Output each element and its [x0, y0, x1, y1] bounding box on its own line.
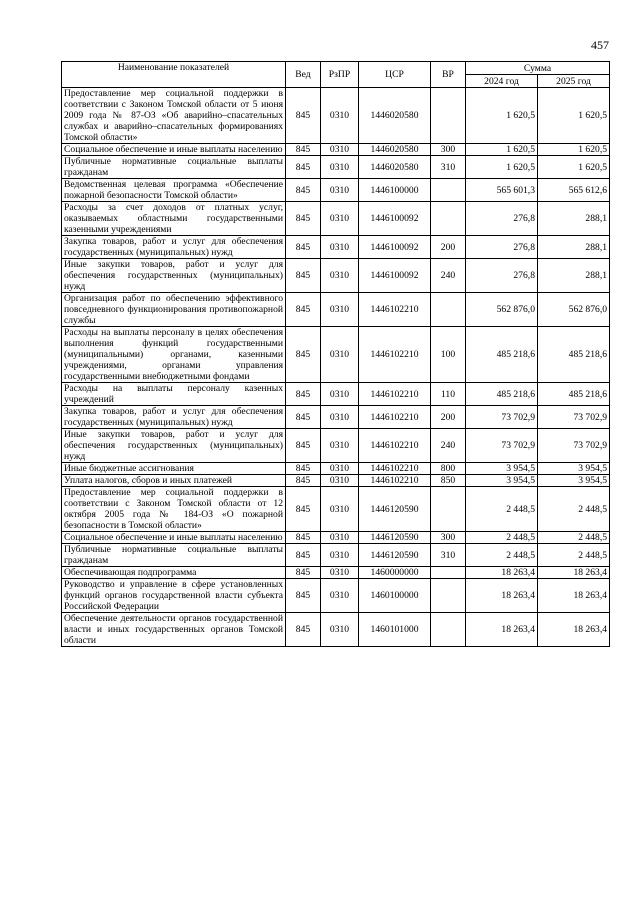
- cell-csr: 1446100092: [359, 236, 431, 259]
- cell-name: Уплата налогов, сборов и иных платежей: [62, 475, 286, 487]
- cell-name: Обеспечивающая подпрограмма: [62, 567, 286, 579]
- table-row: [62, 156, 610, 179]
- cell-vr: [431, 579, 466, 613]
- cell-y2025: 485 218,6: [538, 327, 610, 383]
- cell-rzpr: 0310: [321, 327, 359, 383]
- cell-y2024: 3 954,5: [466, 463, 538, 475]
- header-2025: 2025 год: [538, 75, 610, 88]
- cell-y2025: 18 263,4: [538, 579, 610, 613]
- cell-y2024: 1 620,5: [466, 156, 538, 179]
- cell-name: Иные закупки товаров, работ и услуг для обеспечения государственных (муниципальных) нужд: [62, 259, 286, 293]
- cell-y2024: 2 448,5: [466, 532, 538, 544]
- cell-name: Расходы на выплаты персоналу казенных учреждений: [62, 383, 286, 406]
- cell-csr: 1446100092: [359, 202, 431, 236]
- cell-ved: 845: [286, 202, 321, 236]
- table-body: [62, 88, 610, 647]
- cell-name: Расходы на выплаты персоналу в целях обеспечения выполнения функций государственными (муниципальными) органами, казенными учреждениями, органами управления государственными внебюджетными фондами: [62, 327, 286, 383]
- cell-csr: 1446020580: [359, 144, 431, 156]
- cell-ved: 845: [286, 463, 321, 475]
- cell-name: Расходы за счет доходов от платных услуг, оказываемых областными государственными казенными учреждениями: [62, 202, 286, 236]
- table-row: [62, 144, 610, 156]
- cell-name: Ведомственная целевая программа «Обеспечение пожарной безопасности Томской области»: [62, 179, 286, 202]
- cell-csr: 1446102210: [359, 327, 431, 383]
- cell-vr: [431, 487, 466, 532]
- cell-rzpr: 0310: [321, 487, 359, 532]
- cell-csr: 1446020580: [359, 156, 431, 179]
- cell-vr: 850: [431, 475, 466, 487]
- cell-csr: 1446020580: [359, 88, 431, 144]
- cell-rzpr: 0310: [321, 144, 359, 156]
- cell-y2025: 73 702,9: [538, 406, 610, 429]
- cell-ved: 845: [286, 236, 321, 259]
- cell-rzpr: 0310: [321, 406, 359, 429]
- cell-y2024: 18 263,4: [466, 567, 538, 579]
- table-row: [62, 487, 610, 532]
- table-row: [62, 88, 610, 144]
- cell-y2024: 18 263,4: [466, 613, 538, 647]
- table-row: [62, 202, 610, 236]
- header-name: Наименование показателей: [62, 62, 286, 88]
- cell-vr: [431, 179, 466, 202]
- cell-ved: 845: [286, 88, 321, 144]
- table-row: [62, 406, 610, 429]
- table-row: [62, 259, 610, 293]
- cell-y2024: 2 448,5: [466, 544, 538, 567]
- cell-csr: 1460100000: [359, 579, 431, 613]
- cell-rzpr: 0310: [321, 202, 359, 236]
- cell-ved: 845: [286, 383, 321, 406]
- cell-ved: 845: [286, 567, 321, 579]
- cell-y2024: 73 702,9: [466, 429, 538, 463]
- table-row: [62, 613, 610, 647]
- cell-y2024: 3 954,5: [466, 475, 538, 487]
- cell-ved: 845: [286, 156, 321, 179]
- header-ved: Вед: [286, 62, 321, 88]
- cell-csr: 1446120590: [359, 487, 431, 532]
- cell-name: Закупка товаров, работ и услуг для обеспечения государственных (муниципальных) нужд: [62, 406, 286, 429]
- table-row: [62, 179, 610, 202]
- cell-csr: 1446102210: [359, 463, 431, 475]
- cell-y2025: 73 702,9: [538, 429, 610, 463]
- cell-y2024: 2 448,5: [466, 487, 538, 532]
- cell-ved: 845: [286, 544, 321, 567]
- cell-rzpr: 0310: [321, 613, 359, 647]
- cell-name: Публичные нормативные социальные выплаты гражданам: [62, 544, 286, 567]
- cell-csr: 1446120590: [359, 544, 431, 567]
- cell-csr: 1460101000: [359, 613, 431, 647]
- cell-y2025: 485 218,6: [538, 383, 610, 406]
- cell-rzpr: 0310: [321, 236, 359, 259]
- cell-name: Организация работ по обеспечению эффективного повседневного функционирования противопожарной службы: [62, 293, 286, 327]
- header-sum: Сумма: [466, 62, 610, 75]
- cell-y2025: 3 954,5: [538, 463, 610, 475]
- cell-vr: 200: [431, 406, 466, 429]
- cell-vr: [431, 88, 466, 144]
- cell-rzpr: 0310: [321, 179, 359, 202]
- table-row: [62, 236, 610, 259]
- cell-y2024: 485 218,6: [466, 383, 538, 406]
- cell-y2024: 562 876,0: [466, 293, 538, 327]
- table-row: [62, 383, 610, 406]
- cell-vr: 300: [431, 144, 466, 156]
- cell-y2025: 1 620,5: [538, 88, 610, 144]
- cell-vr: 240: [431, 429, 466, 463]
- cell-vr: [431, 567, 466, 579]
- cell-y2025: 288,1: [538, 202, 610, 236]
- cell-rzpr: 0310: [321, 259, 359, 293]
- cell-y2025: 18 263,4: [538, 613, 610, 647]
- table-row: [62, 463, 610, 475]
- cell-rzpr: 0310: [321, 156, 359, 179]
- table-row: [62, 579, 610, 613]
- table-row: [62, 327, 610, 383]
- cell-ved: 845: [286, 487, 321, 532]
- cell-ved: 845: [286, 532, 321, 544]
- cell-ved: 845: [286, 613, 321, 647]
- cell-vr: 240: [431, 259, 466, 293]
- cell-vr: 800: [431, 463, 466, 475]
- cell-name: Социальное обеспечение и иные выплаты населению: [62, 532, 286, 544]
- cell-y2024: 485 218,6: [466, 327, 538, 383]
- cell-y2025: 3 954,5: [538, 475, 610, 487]
- table-row: [62, 475, 610, 487]
- cell-rzpr: 0310: [321, 544, 359, 567]
- cell-vr: [431, 202, 466, 236]
- header-vr: ВР: [431, 62, 466, 88]
- cell-csr: 1446102210: [359, 406, 431, 429]
- cell-vr: 110: [431, 383, 466, 406]
- header-csr: ЦСР: [359, 62, 431, 88]
- table-row: [62, 567, 610, 579]
- cell-name: Предоставление мер социальной поддержки в соответствии с Законом Томской области от 5 июня 2009 года № 87-ОЗ «Об аварийно–спасательных службах и аварийно–спасательных формированиях Томской области»: [62, 88, 286, 144]
- cell-ved: 845: [286, 259, 321, 293]
- cell-csr: 1460000000: [359, 567, 431, 579]
- cell-name: Предоставление мер социальной поддержки в соответствии с Законом Томской области от 12 октября 2005 года № 184-ОЗ «О пожарной безопасности в Томской области»: [62, 487, 286, 532]
- cell-rzpr: 0310: [321, 532, 359, 544]
- cell-y2025: 2 448,5: [538, 487, 610, 532]
- cell-vr: 200: [431, 236, 466, 259]
- cell-rzpr: 0310: [321, 429, 359, 463]
- header-2024: 2024 год: [466, 75, 538, 88]
- cell-vr: 310: [431, 156, 466, 179]
- cell-name: Социальное обеспечение и иные выплаты населению: [62, 144, 286, 156]
- cell-vr: 310: [431, 544, 466, 567]
- page-number: 457: [591, 38, 609, 52]
- cell-rzpr: 0310: [321, 475, 359, 487]
- cell-y2024: 1 620,5: [466, 144, 538, 156]
- cell-vr: 300: [431, 532, 466, 544]
- cell-y2024: 276,8: [466, 202, 538, 236]
- cell-rzpr: 0310: [321, 579, 359, 613]
- cell-y2024: 73 702,9: [466, 406, 538, 429]
- cell-ved: 845: [286, 327, 321, 383]
- cell-name: Иные закупки товаров, работ и услуг для обеспечения государственных (муниципальных) нужд: [62, 429, 286, 463]
- cell-csr: 1446100092: [359, 259, 431, 293]
- cell-ved: 845: [286, 293, 321, 327]
- cell-ved: 845: [286, 144, 321, 156]
- cell-y2024: 1 620,5: [466, 88, 538, 144]
- cell-rzpr: 0310: [321, 567, 359, 579]
- cell-vr: [431, 293, 466, 327]
- budget-table: [61, 61, 610, 647]
- cell-y2025: 288,1: [538, 259, 610, 293]
- cell-csr: 1446102210: [359, 293, 431, 327]
- table-row: [62, 429, 610, 463]
- header-rzpr: РзПР: [321, 62, 359, 88]
- cell-name: Обеспечение деятельности органов государственной власти и иных государственных органов Томской области: [62, 613, 286, 647]
- cell-y2024: 565 601,3: [466, 179, 538, 202]
- cell-ved: 845: [286, 475, 321, 487]
- cell-ved: 845: [286, 179, 321, 202]
- cell-csr: 1446102210: [359, 475, 431, 487]
- cell-y2025: 562 876,0: [538, 293, 610, 327]
- cell-y2025: 2 448,5: [538, 544, 610, 567]
- cell-ved: 845: [286, 406, 321, 429]
- cell-rzpr: 0310: [321, 88, 359, 144]
- cell-name: Закупка товаров, работ и услуг для обеспечения государственных (муниципальных) нужд: [62, 236, 286, 259]
- cell-y2025: 565 612,6: [538, 179, 610, 202]
- cell-ved: 845: [286, 429, 321, 463]
- cell-y2025: 1 620,5: [538, 156, 610, 179]
- cell-y2025: 18 263,4: [538, 567, 610, 579]
- cell-y2024: 276,8: [466, 259, 538, 293]
- cell-vr: [431, 613, 466, 647]
- cell-name: Публичные нормативные социальные выплаты гражданам: [62, 156, 286, 179]
- table-row: [62, 532, 610, 544]
- cell-csr: 1446102210: [359, 429, 431, 463]
- table-row: [62, 293, 610, 327]
- cell-name: Иные бюджетные ассигнования: [62, 463, 286, 475]
- cell-csr: 1446100000: [359, 179, 431, 202]
- cell-rzpr: 0310: [321, 463, 359, 475]
- cell-y2024: 18 263,4: [466, 579, 538, 613]
- cell-y2025: 288,1: [538, 236, 610, 259]
- table-row: [62, 544, 610, 567]
- cell-csr: 1446120590: [359, 532, 431, 544]
- cell-name: Руководство и управление в сфере установленных функций органов государственной власти субъекта Российской Федерации: [62, 579, 286, 613]
- cell-rzpr: 0310: [321, 383, 359, 406]
- cell-y2024: 276,8: [466, 236, 538, 259]
- table-header: [62, 62, 610, 88]
- cell-y2025: 2 448,5: [538, 532, 610, 544]
- cell-ved: 845: [286, 579, 321, 613]
- cell-y2025: 1 620,5: [538, 144, 610, 156]
- cell-rzpr: 0310: [321, 293, 359, 327]
- cell-vr: 100: [431, 327, 466, 383]
- cell-csr: 1446102210: [359, 383, 431, 406]
